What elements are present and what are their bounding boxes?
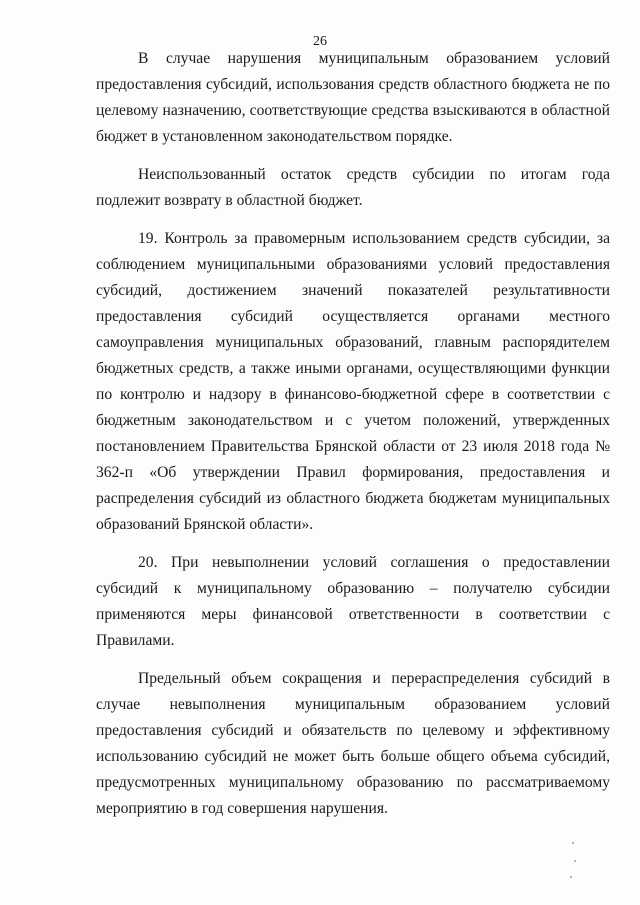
paragraph-unused-balance: Неиспользованный остаток средств субсидии по итогам года подлежит возврату в областной бюджет.	[96, 166, 610, 209]
scan-speck	[572, 842, 574, 844]
page-number: 26	[313, 34, 327, 49]
scan-speck	[570, 876, 572, 878]
paragraph-reduction-limit: Предельный объем сокращения и перераспределения субсидий в случае невыполнения муниципальным образованием условий предоставления субсидий и обязательств по целевому и эффективному использованию субсидий не может быть больше общего объема субсидий, предусмотренных муниципальному образованию по рассматриваемому мероприятию в год совершения нарушения.	[96, 670, 610, 817]
scan-speck	[574, 860, 576, 862]
paragraph-subsidy-violation: В случае нарушения муниципальным образованием условий предоставления субсидий, использования средств областного бюджета не по целевому назначению, соответствующие средства взыскиваются в областной бюджет в установленном законодательством порядке.	[96, 50, 610, 145]
document-body	[96, 46, 610, 834]
paragraph-20-noncompliance: 20. При невыполнении условий соглашения о предоставлении субсидий к муниципальному образованию – получателю субсидии применяются меры финансовой ответственности в соответствии с Правилами.	[96, 554, 610, 649]
paragraph-19-control: 19. Контроль за правомерным использованием средств субсидии, за соблюдением муниципальными образованиями условий предоставления субсидий, достижением значений показателей результативности предоставления субсидий осуществляется органами местного самоуправления муниципальных образований, главным распорядителем бюджетных средств, а также иными органами, осуществляющими функции по контролю и надзору в финансово-бюджетной сфере в соответствии с бюджетным законодательством и с учетом положений, утвержденных постановлением Правительства Брянской области от 23 июля 2018 года № 362-п «Об утверждении Правил формирования, предоставления и распределения субсидий из областного бюджета бюджетам муниципальных образований Брянской области».	[96, 230, 610, 533]
